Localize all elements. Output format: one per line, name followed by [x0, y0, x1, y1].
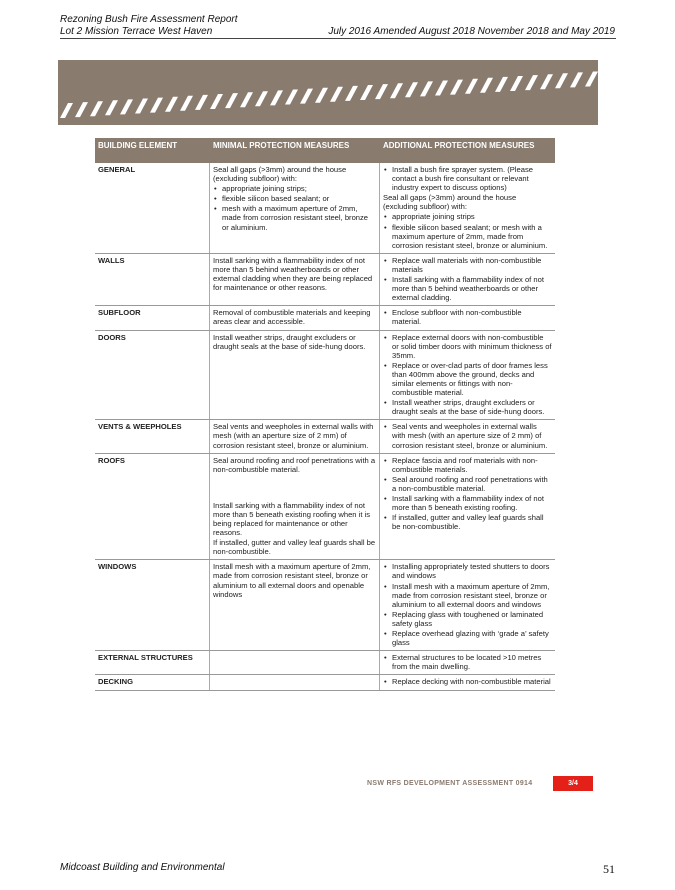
chevron-stripe	[495, 77, 508, 92]
chevron-stripe	[345, 86, 358, 101]
chevron-stripe-graphic	[58, 60, 598, 125]
building-element-cell: DECKING	[95, 675, 210, 689]
additional-measures-cell	[380, 331, 555, 420]
header-building-element: BUILDING ELEMENT	[98, 141, 178, 150]
cell-spacer	[213, 475, 376, 501]
chevron-stripe	[390, 83, 403, 98]
source-page-tag: 3/4	[553, 776, 593, 791]
chevron-stripe	[300, 89, 313, 104]
bullet-item: • Installing appropriately tested shutters to doors and windows	[392, 562, 552, 580]
bullet-list	[383, 212, 552, 249]
cell-paragraph: Install sarking with a flammability index of not more than 5 behind weatherboards or other external cladding when they are being replaced for maintenance or other reasons.	[213, 255, 373, 293]
bullet-item: • Enclose subfloor with non-combustible material.	[392, 308, 552, 326]
header-rule	[60, 38, 616, 39]
chevron-stripe	[585, 72, 598, 87]
table-row	[95, 306, 555, 330]
chevron-stripe	[510, 76, 523, 91]
chevron-stripe	[240, 92, 253, 107]
additional-measures-cell	[380, 306, 555, 329]
table-row	[95, 651, 555, 675]
table-body	[95, 163, 555, 691]
building-element-cell: ROOFS	[95, 454, 210, 560]
chevron-stripe	[555, 73, 568, 88]
chevron-stripe	[210, 94, 223, 109]
report-subtitle: Lot 2 Mission Terrace West Haven	[60, 26, 213, 37]
bullet-item: • Replace fascia and roof materials with non-combustible materials.	[392, 456, 552, 474]
minimal-measures-cell	[210, 651, 380, 674]
bullet-list	[383, 422, 552, 449]
cell-paragraph: Seal all gaps (>3mm) around the house (excluding subfloor) with:	[213, 165, 347, 184]
minimal-measures-cell	[210, 254, 380, 305]
chevron-stripe	[405, 82, 418, 97]
chevron-stripe	[105, 100, 118, 115]
chevron-stripe	[150, 98, 163, 113]
cell-paragraph: Removal of combustible materials and keeping areas clear and accessible.	[213, 308, 371, 327]
protection-measures-table	[95, 138, 555, 691]
bullet-list	[383, 256, 552, 302]
bullet-item: • Replace external doors with non-combustible or solid timber doors with minimum thickness of 35mm.	[392, 333, 552, 360]
decorative-banner	[58, 60, 598, 125]
chevron-stripe	[315, 88, 328, 103]
report-header	[60, 14, 238, 38]
table-row	[95, 454, 555, 561]
building-element-cell: EXTERNAL STRUCTURES	[95, 651, 210, 674]
table-row	[95, 560, 555, 651]
chevron-stripe	[330, 87, 343, 102]
bullet-item: • Install sarking with a flammability index of not more than 5 behind weatherboards or other external cladding.	[392, 275, 552, 302]
minimal-measures-cell	[210, 560, 380, 650]
table-header	[95, 138, 555, 163]
bullet-item: • Replace or over-clad parts of door frames less than 400mm above the ground, decks and similar elements or fittings with non-combustible material.	[392, 361, 552, 397]
building-element-cell: GENERAL	[95, 163, 210, 253]
bullet-list	[383, 333, 552, 417]
building-element-cell: SUBFLOOR	[95, 306, 210, 329]
building-element-cell: WINDOWS	[95, 560, 210, 650]
cell-paragraph: Install weather strips, draught excluders or draught seals at the base of side-hung doors.	[213, 332, 366, 351]
table-row	[95, 331, 555, 421]
bullet-list	[383, 165, 552, 192]
chevron-stripe	[465, 79, 478, 94]
chevron-stripe	[120, 99, 133, 114]
bullet-item: • mesh with a maximum aperture of 2mm, made from corrosion resistant steel, bronze or aluminium.	[222, 204, 376, 231]
header-additional-measures: ADDITIONAL PROTECTION MEASURES	[383, 141, 535, 150]
additional-measures-cell	[380, 651, 555, 674]
bullet-item: • flexible silicon based sealant; or mesh with a maximum aperture of 2mm, made from corrosion resistant steel, bronze or aluminium.	[392, 223, 552, 250]
cell-paragraph: If installed, gutter and valley leaf guards shall be non-combustible.	[213, 538, 376, 557]
chevron-stripe	[375, 84, 388, 99]
report-title: Rezoning Bush Fire Assessment Report	[60, 14, 238, 25]
bullet-item: • Install mesh with a maximum aperture of 2mm, made from corrosion resistant steel, bronze or aluminium to all external doors and windows	[392, 582, 552, 609]
minimal-measures-cell	[210, 163, 380, 253]
minimal-measures-cell	[210, 420, 380, 452]
bullet-item: • Install sarking with a flammability index of not more than 5 beneath existing roofing.	[392, 494, 552, 512]
chevron-stripe	[90, 101, 103, 116]
additional-measures-cell	[380, 163, 555, 253]
additional-measures-cell	[380, 675, 555, 689]
chevron-stripe	[225, 93, 238, 108]
chevron-stripe	[285, 90, 298, 105]
bullet-list	[383, 653, 552, 671]
bullet-item: • Replace wall materials with non-combustible materials	[392, 256, 552, 274]
cell-paragraph: Seal vents and weepholes in external walls with mesh (with an aperture size of 2 mm) of corrosion resistant steel, bronze or aluminium.	[213, 422, 374, 450]
chevron-stripe	[165, 97, 178, 112]
building-element-cell: DOORS	[95, 331, 210, 420]
bullet-list	[383, 562, 552, 647]
table-row	[95, 163, 555, 254]
cell-paragraph: Install mesh with a maximum aperture of 2mm, made from corrosion resistant steel, bronze or aluminium to all external doors and openable windows	[213, 562, 371, 599]
building-element-cell: WALLS	[95, 254, 210, 305]
additional-measures-cell	[380, 560, 555, 650]
header-minimal-measures: MINIMAL PROTECTION MEASURES	[213, 141, 350, 150]
bullet-item: • appropriate joining strips;	[222, 184, 376, 193]
bullet-list	[383, 456, 552, 532]
minimal-measures-cell	[210, 454, 380, 560]
chevron-stripe	[450, 80, 463, 95]
cell-paragraph: Install sarking with a flammability index of not more than 5 beneath existing roofing when it is being replaced for maintenance or other reasons.	[213, 500, 371, 538]
building-element-cell: VENTS & WEEPHOLES	[95, 420, 210, 452]
table-row	[95, 254, 555, 306]
report-dates: July 2016 Amended August 2018 November 2018 and May 2019	[328, 26, 615, 37]
bullet-item: • Replace overhead glazing with ‘grade a’ safety glass	[392, 629, 552, 647]
footer-page-number: 51	[603, 862, 615, 876]
chevron-stripe	[195, 95, 208, 110]
chevron-stripe	[480, 78, 493, 93]
bullet-item: • Seal around roofing and roof penetrations with a non-combustible material.	[392, 475, 552, 493]
table-row	[95, 420, 555, 453]
bullet-item: • Seal vents and weepholes in external walls with mesh (with an aperture size of 2 mm) of corrosion resistant steel, bronze or aluminium.	[392, 422, 552, 449]
chevron-stripe	[60, 103, 73, 118]
bullet-list	[213, 184, 376, 231]
source-footer-label: NSW RFS DEVELOPMENT ASSESSMENT 0914	[367, 780, 533, 787]
chevron-stripe	[570, 72, 583, 87]
bullet-item: • Install weather strips, draught excluders or draught seals at the base of side-hung doors.	[392, 398, 552, 416]
bullet-list	[383, 677, 552, 686]
bullet-item: • Replace decking with non-combustible material	[392, 677, 552, 686]
minimal-measures-cell	[210, 331, 380, 420]
bullet-item: • External structures to be located >10 metres from the main dwelling.	[392, 653, 552, 671]
additional-measures-cell	[380, 254, 555, 305]
bullet-list	[383, 308, 552, 326]
table-row	[95, 675, 555, 690]
additional-measures-cell	[380, 420, 555, 452]
chevron-stripe	[135, 99, 148, 114]
chevron-stripe	[75, 102, 88, 117]
bullet-item: • appropriate joining strips	[392, 212, 552, 221]
cell-paragraph: Seal around roofing and roof penetrations with a non-combustible material.	[213, 455, 376, 474]
chevron-stripe	[270, 90, 283, 105]
additional-measures-cell	[380, 454, 555, 560]
minimal-measures-cell	[210, 675, 380, 689]
minimal-measures-cell	[210, 306, 380, 329]
chevron-stripe	[420, 81, 433, 96]
bullet-item: • Install a bush fire sprayer system. (Please contact a bush fire consultant or relevant industry expert to discuss options)	[392, 165, 552, 192]
chevron-stripe	[435, 81, 448, 96]
bullet-item: • flexible silicon based sealant; or	[222, 194, 376, 203]
chevron-stripe	[540, 74, 553, 89]
chevron-stripe	[255, 91, 268, 106]
bullet-item: • Replacing glass with toughened or laminated safety glass	[392, 610, 552, 628]
bullet-item: • If installed, gutter and valley leaf guards shall be non-combustible.	[392, 513, 552, 531]
chevron-stripe	[525, 75, 538, 90]
chevron-stripe	[360, 85, 373, 100]
footer-company: Midcoast Building and Environmental	[60, 862, 225, 873]
chevron-stripe	[180, 96, 193, 111]
cell-paragraph: Seal all gaps (>3mm) around the house (excluding subfloor) with:	[383, 193, 517, 212]
